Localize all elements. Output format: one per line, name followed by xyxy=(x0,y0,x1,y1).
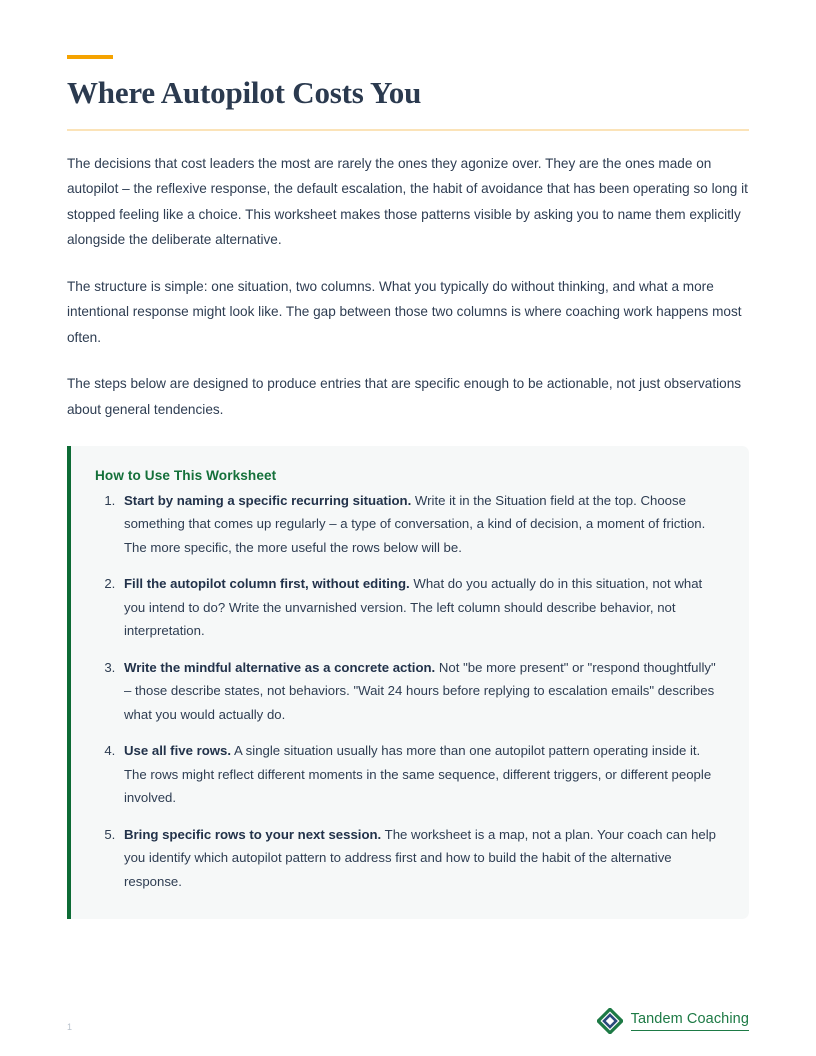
list-item xyxy=(119,656,723,727)
list-item-body: What do you actually do in this situation, not what you intend to do? Write the unvarnished version. The left column should describe behavior, not interpretation. xyxy=(124,576,703,638)
list-item-lead: Write the mindful alternative as a concrete action. xyxy=(124,659,436,675)
list-item-lead: Use all five rows. xyxy=(124,743,232,758)
brand-name: Tandem Coaching xyxy=(631,1011,749,1030)
list-item xyxy=(119,823,723,894)
page-title: Where Autopilot Costs You xyxy=(67,75,422,110)
page-footer xyxy=(67,1004,749,1034)
list-item-lead: Bring specific rows to your next session. xyxy=(124,826,382,842)
list-item-lead: Fill the autopilot column first, without editing. xyxy=(124,576,410,591)
list-item xyxy=(119,739,723,810)
list-item-body: Write it in the Situation field at the top. Choose something that comes up regularly – a type of conversation, a kind of decision, a moment of friction. The more specific, the more useful the rows below will be. xyxy=(124,492,706,555)
list-item-body: The worksheet is a map, not a plan. Your coach can help you identify which autopilot pattern to address first and how to build the habit of the alternative response. xyxy=(124,826,717,889)
title-accent-bar xyxy=(67,55,113,59)
intro-body-copy xyxy=(67,131,749,423)
callout-instruction-list xyxy=(95,489,723,894)
list-item xyxy=(119,489,723,560)
how-to-use-callout xyxy=(67,446,749,920)
brand-lockup xyxy=(597,1008,749,1034)
list-item-body: Not "be more present" or "respond thoughtfully" – those describe states, not behaviors. "Wait 24 hours before replying to escalation emails" describes what you would actually do. xyxy=(124,659,716,722)
diamond-logo-icon xyxy=(597,1008,623,1034)
list-item-body: A single situation usually has more than one autopilot pattern operating inside it. The rows might reflect different moments in the same sequence, different triggers, or different people involved. xyxy=(124,743,712,805)
list-item-lead: Start by naming a specific recurring situation. xyxy=(124,492,412,508)
body-paragraph: The decisions that cost leaders the most are rarely the ones they agonize over. They are the ones made on autopilot – the reflexive response, the default escalation, the habit of avoidance that has been operating so long it stopped feeling like a choice. This worksheet makes those patterns visible by asking you to name them explicitly alongside the deliberate alternative. xyxy=(67,155,748,248)
body-paragraph: The structure is simple: one situation, two columns. What you typically do without thinking, and what a more intentional response might look like. The gap between those two columns is where coaching work happens most often. xyxy=(67,278,742,345)
list-item xyxy=(119,572,723,643)
body-paragraph: The steps below are designed to produce entries that are specific enough to be actionable, not just observations about general tendencies. xyxy=(67,376,742,417)
page-number: 1 xyxy=(67,1022,73,1032)
callout-heading: How to Use This Worksheet xyxy=(95,467,277,483)
